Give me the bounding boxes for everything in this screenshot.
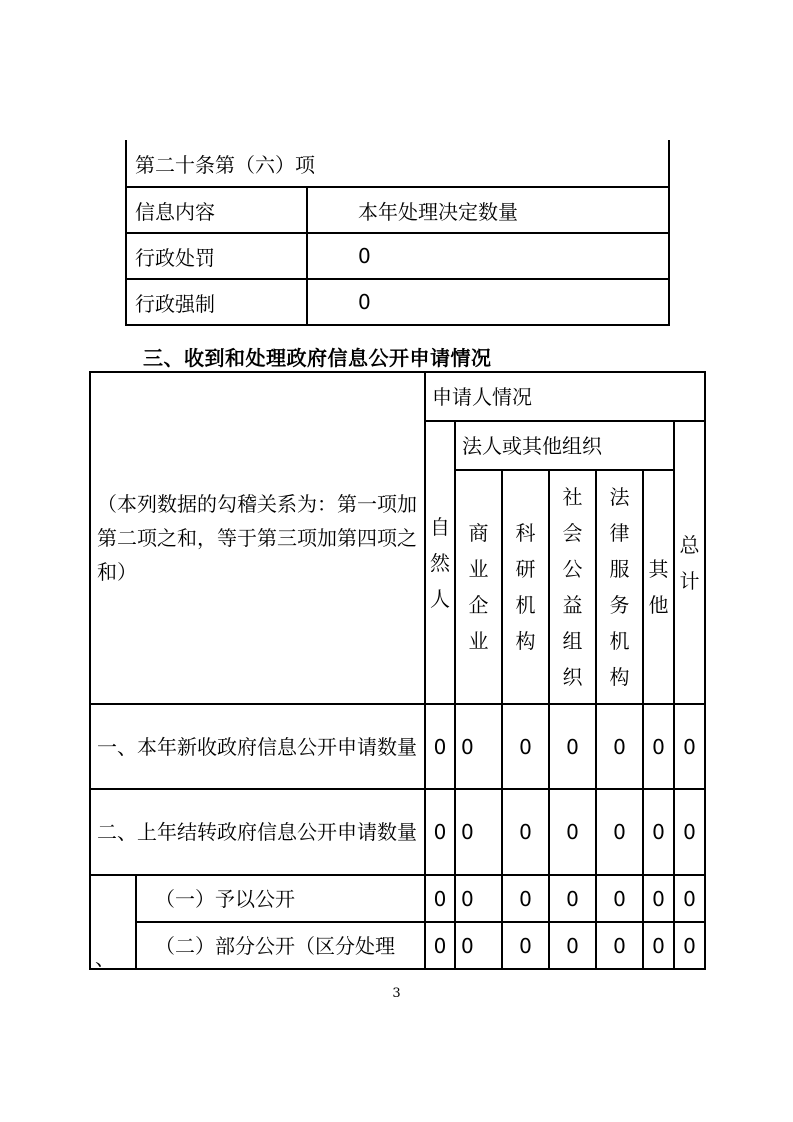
section-title: 三、收到和处理政府信息公开申请情况 — [143, 346, 492, 370]
table-cell: 0 — [425, 922, 455, 969]
table-cell: 0 — [549, 922, 596, 969]
commercial-header: 商 业 企 业 — [455, 470, 502, 704]
table-cell: 0 — [549, 875, 596, 922]
research-header: 科 研 机 构 — [502, 470, 549, 704]
full-disclosure-label: （一）予以公开 — [136, 875, 425, 922]
table-cell: 0 — [502, 922, 549, 969]
note-cell: （本列数据的勾稽关系为：第一项加第二项之和，等于第三项加第四项之和） — [90, 372, 425, 704]
table-cell: 0 — [674, 922, 705, 969]
info-content-header: 信息内容 — [126, 187, 307, 233]
application-table — [89, 371, 706, 970]
row-label: 行政强制 — [126, 279, 307, 325]
table-cell: 0 — [502, 875, 549, 922]
row-value: 0 — [307, 279, 669, 325]
partial-disclosure-label: （二）部分公开（区分处理 — [136, 922, 425, 969]
table-cell: 0 — [455, 789, 502, 875]
legal-person-header: 法人或其他组织 — [455, 421, 674, 470]
row-label: 行政处罚 — [126, 233, 307, 279]
total-header: 总 计 — [674, 421, 705, 704]
table-cell: 0 — [425, 704, 455, 789]
new-applications-label: 一、本年新收政府信息公开申请数量 — [90, 704, 425, 789]
legal-service-header: 法 律 服 务 机 构 — [596, 470, 643, 704]
social-header: 社 会 公 益 组 织 — [549, 470, 596, 704]
table-cell: 0 — [596, 875, 643, 922]
table-cell: 0 — [549, 704, 596, 789]
table-cell: 0 — [596, 789, 643, 875]
page-number: 3 — [392, 986, 401, 1001]
table-cell: 0 — [502, 789, 549, 875]
table-cell: 0 — [643, 922, 674, 969]
table-cell: 0 — [425, 875, 455, 922]
table-cell: 0 — [596, 704, 643, 789]
applicant-header: 申请人情况 — [425, 372, 705, 421]
table-cell: 0 — [455, 875, 502, 922]
table-cell: 0 — [596, 922, 643, 969]
natural-person-header: 自 然 人 — [425, 421, 455, 704]
table-cell: 0 — [455, 922, 502, 969]
clause-cell: 第二十条第（六）项 — [126, 140, 669, 187]
table-cell: 0 — [502, 704, 549, 789]
table-cell: 0 — [674, 704, 705, 789]
table-cell: 0 — [674, 789, 705, 875]
table-cell: 0 — [643, 789, 674, 875]
table-cell: 0 — [674, 875, 705, 922]
disposal-table — [125, 140, 670, 326]
table-cell: 0 — [425, 789, 455, 875]
decision-count-header: 本年处理决定数量 — [307, 187, 669, 233]
row-value: 0 — [307, 233, 669, 279]
table-cell: 0 — [643, 704, 674, 789]
carryover-applications-label: 二、上年结转政府信息公开申请数量 — [90, 789, 425, 875]
group-mark-cell: 、 — [90, 875, 136, 969]
table-cell: 0 — [549, 789, 596, 875]
table-cell: 0 — [643, 875, 674, 922]
table-cell: 0 — [455, 704, 502, 789]
other-header: 其 他 — [643, 470, 674, 704]
